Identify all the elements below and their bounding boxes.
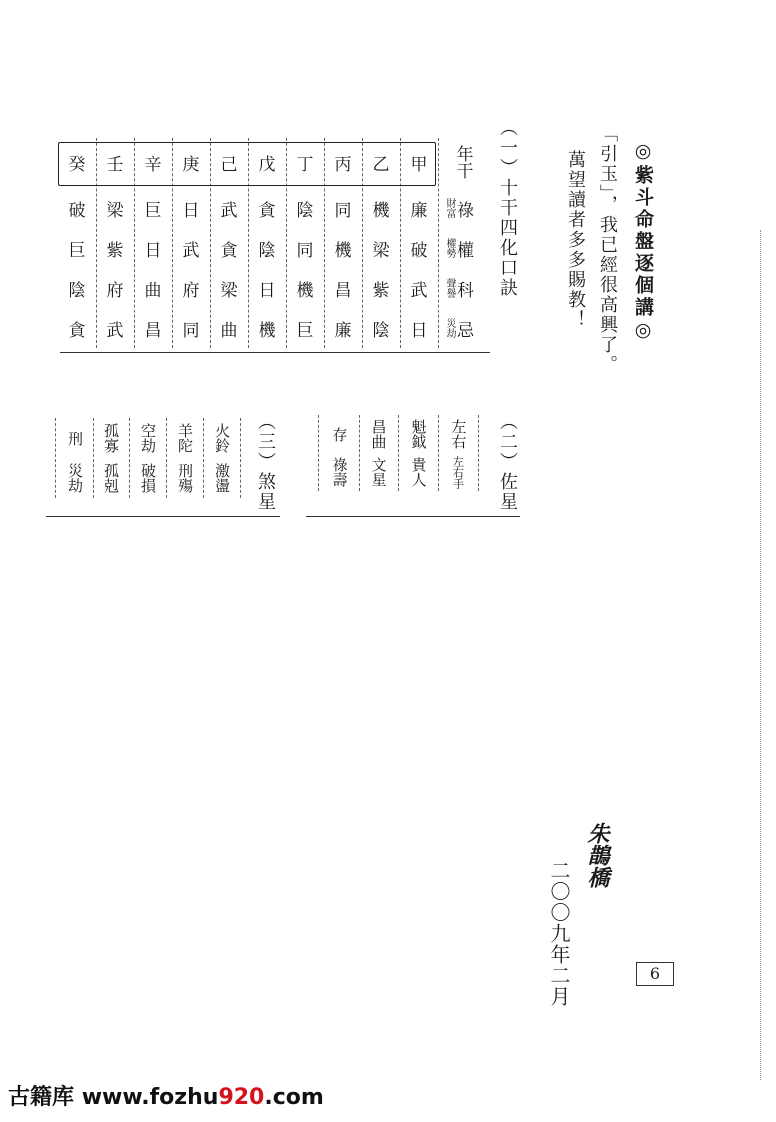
star-column xyxy=(129,418,167,498)
star-text: 孤寡 xyxy=(102,423,120,453)
hua-star-cell: 陰 xyxy=(372,320,390,341)
star-text: 存 xyxy=(330,426,349,442)
stem-cell: 辛 xyxy=(144,154,162,175)
stem-cell: 戊 xyxy=(258,154,276,175)
star-meaning-cell xyxy=(358,453,398,491)
date: 二〇〇九年二月 xyxy=(547,860,571,1007)
star-name-cell xyxy=(319,415,359,453)
star-text: 激盪 xyxy=(213,463,231,493)
hua-star-cell: 武 xyxy=(220,200,238,221)
star-name-cell xyxy=(166,418,203,458)
hua-star-cell: 日 xyxy=(410,320,428,341)
hua-type-label: 忌 xyxy=(457,320,474,341)
star-column xyxy=(358,415,399,491)
hua-type-label: 祿 xyxy=(457,200,474,221)
hua-star-cell: 紫 xyxy=(372,280,390,301)
star-text: 刑 xyxy=(66,430,84,446)
watermark-cn: 古籍库 xyxy=(8,1085,75,1110)
star-column xyxy=(398,415,439,491)
hua-star-cell: 陰 xyxy=(296,200,314,221)
star-column xyxy=(438,415,479,491)
star-name-cell xyxy=(203,418,240,458)
star-name-cell xyxy=(398,415,438,453)
hua-star-cell: 貪 xyxy=(220,240,238,261)
hua-star-cell: 破 xyxy=(410,240,428,261)
hua-star-cell: 同 xyxy=(296,240,314,261)
stem-cell: 丙 xyxy=(334,154,352,175)
hua-star-cell: 曲 xyxy=(220,320,238,341)
star-text: 左右手 xyxy=(451,455,465,489)
hua-star-cell: 同 xyxy=(182,320,200,341)
hua-star-cell: 廉 xyxy=(334,320,352,341)
star-text: 左右 xyxy=(449,419,468,449)
star-text: 貴人 xyxy=(409,457,428,487)
stem-cell: 壬 xyxy=(106,154,124,175)
star-text: 祿壽 xyxy=(330,457,349,487)
hua-star-cell: 武 xyxy=(410,280,428,301)
hua-type-meaning: 聲譽 xyxy=(444,278,455,298)
section-1-title: （一）十干四化口訣 xyxy=(497,118,518,298)
hua-star-cell: 日 xyxy=(258,280,276,301)
star-text: 昌曲 xyxy=(369,419,388,449)
star-text: 空劫 xyxy=(139,423,157,453)
page-edge-line xyxy=(760,230,761,1080)
star-text: 災劫 xyxy=(66,463,84,493)
star-meaning-cell xyxy=(92,458,129,498)
hua-star-cell: 貪 xyxy=(68,320,86,341)
hua-star-cell: 紫 xyxy=(106,240,124,261)
hua-type-header xyxy=(438,228,480,268)
book-title: ◎紫斗命盤逐個講◎ xyxy=(632,140,654,344)
stem-cell: 乙 xyxy=(372,154,390,175)
hua-star-cell: 武 xyxy=(182,240,200,261)
star-meaning-cell xyxy=(56,458,93,498)
table-bottom-rule xyxy=(60,352,490,353)
watermark-url-suffix: .com xyxy=(264,1085,324,1110)
hua-star-cell: 機 xyxy=(372,200,390,221)
hua-star-cell: 昌 xyxy=(334,280,352,301)
stem-cell: 庚 xyxy=(182,154,200,175)
hua-star-cell: 貪 xyxy=(258,200,276,221)
hua-type-header xyxy=(438,308,480,348)
star-column xyxy=(92,418,130,498)
hua-star-cell: 陰 xyxy=(258,240,276,261)
hua-star-cell: 機 xyxy=(334,240,352,261)
star-column xyxy=(166,418,204,498)
hua-star-cell: 梁 xyxy=(372,240,390,261)
type-header-column xyxy=(438,138,480,348)
stem-cell: 甲 xyxy=(410,154,428,175)
star-name-cell xyxy=(56,418,93,458)
star-meaning-cell xyxy=(438,453,478,491)
hua-star-cell: 破 xyxy=(68,200,86,221)
hua-type-header xyxy=(438,188,480,228)
hua-star-cell: 府 xyxy=(182,280,200,301)
hua-star-cell: 武 xyxy=(106,320,124,341)
star-text: 文星 xyxy=(369,457,388,487)
star-column xyxy=(318,415,360,491)
author-signature: 朱鵲橋 xyxy=(584,822,610,888)
hua-type-label: 權 xyxy=(457,240,474,261)
stem-cell: 己 xyxy=(220,154,238,175)
hua-star-cell: 同 xyxy=(334,200,352,221)
hua-star-cell: 府 xyxy=(106,280,124,301)
stem-cell: 癸 xyxy=(68,154,86,175)
star-name-cell xyxy=(92,418,129,458)
star-meaning-cell xyxy=(203,458,240,498)
hua-star-cell: 昌 xyxy=(144,320,162,341)
section-2-bottom-rule xyxy=(306,516,520,517)
hua-type-header xyxy=(438,268,480,308)
watermark xyxy=(8,1080,324,1111)
hua-type-label: 科 xyxy=(457,280,474,301)
page-number: 6 xyxy=(636,962,674,986)
hua-star-cell: 日 xyxy=(182,200,200,221)
star-meaning-cell xyxy=(319,453,359,491)
star-text: 火鈴 xyxy=(213,423,231,453)
star-text: 孤剋 xyxy=(102,463,120,493)
section-3-title: （三）煞星 xyxy=(255,412,276,512)
star-meaning-cell xyxy=(398,453,438,491)
star-text: 羊陀 xyxy=(176,423,194,453)
preface-line-2: 萬望讀者多多賜教！ xyxy=(565,150,586,330)
star-name-cell xyxy=(129,418,166,458)
preface-line-1: 「引玉」，我已經很高興了。 xyxy=(597,124,618,375)
hua-star-cell: 巨 xyxy=(68,240,86,261)
hua-star-cell: 曲 xyxy=(144,280,162,301)
hua-type-meaning: 權勢 xyxy=(444,238,455,258)
malefic-stars-table xyxy=(55,418,245,498)
hua-type-meaning: 災劫 xyxy=(444,318,455,338)
hua-star-cell: 陰 xyxy=(68,280,86,301)
section-3-bottom-rule xyxy=(46,516,280,517)
assistant-stars-table xyxy=(318,415,490,493)
hua-star-cell: 日 xyxy=(144,240,162,261)
hua-type-meaning: 財富 xyxy=(444,198,455,218)
section-2-title: （二）佐星 xyxy=(497,412,518,512)
star-text: 刑殤 xyxy=(176,463,194,493)
hua-star-cell: 巨 xyxy=(296,320,314,341)
hua-star-cell: 梁 xyxy=(220,280,238,301)
stem-row-box xyxy=(58,142,436,186)
hua-star-cell: 廉 xyxy=(410,200,428,221)
star-meaning-cell xyxy=(166,458,203,498)
watermark-url-num: 920 xyxy=(218,1085,265,1110)
star-column xyxy=(203,418,241,498)
star-column xyxy=(55,418,94,498)
stem-cell: 丁 xyxy=(296,154,314,175)
star-name-cell xyxy=(438,415,478,453)
hua-star-cell: 機 xyxy=(296,280,314,301)
star-text: 破損 xyxy=(139,463,157,493)
hua-star-cell: 機 xyxy=(258,320,276,341)
hua-star-cell: 梁 xyxy=(106,200,124,221)
star-text: 魁鉞 xyxy=(409,419,428,449)
star-name-cell xyxy=(358,415,398,453)
year-stem-header: 年干 xyxy=(452,145,473,179)
watermark-url-prefix: www.fozhu xyxy=(81,1085,219,1110)
star-meaning-cell xyxy=(129,458,166,498)
hua-star-cell: 巨 xyxy=(144,200,162,221)
